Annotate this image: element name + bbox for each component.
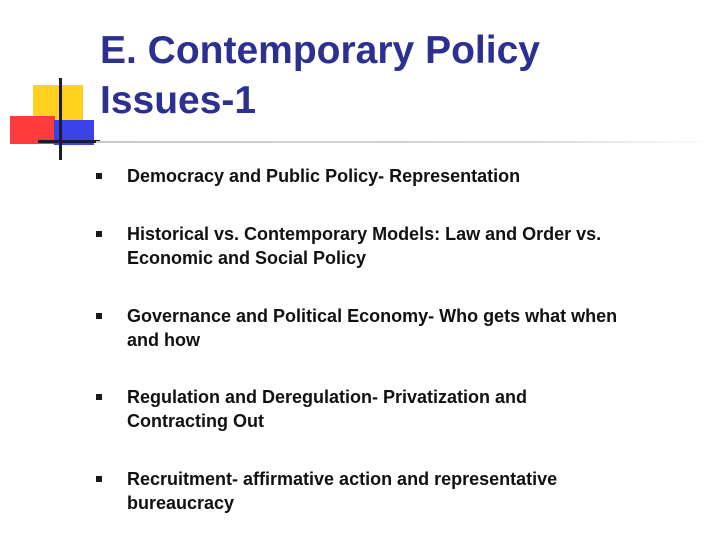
title-line-2: Issues-1 [100, 79, 257, 122]
bullet-text [127, 222, 707, 270]
bullet-line-2: and how [127, 330, 200, 350]
logo-vertical-line [59, 78, 62, 160]
slide-title [100, 26, 700, 126]
bullet-marker [96, 394, 102, 400]
bullet-text [127, 385, 707, 433]
bullet-line-2: bureaucracy [127, 493, 235, 513]
bullet-marker [96, 231, 102, 237]
title-line-1: E. Contemporary Policy [100, 29, 540, 72]
bullet-line-1: Governance and Political Economy- Who gets what when [127, 306, 618, 326]
bullet-line-1: Historical vs. Contemporary Models: Law and Order vs. [127, 224, 602, 244]
bullet-marker [96, 313, 102, 319]
bullet-text [127, 164, 707, 188]
bullet-text [127, 467, 707, 515]
bullet-line-1: Democracy and Public Policy- Representation [127, 166, 521, 186]
logo-horizontal-line [38, 140, 100, 143]
bullet-marker [96, 476, 102, 482]
bullet-line-1: Recruitment- affirmative action and representative [127, 469, 558, 489]
bullet-line-1: Regulation and Deregulation- Privatization and [127, 387, 528, 407]
bullet-line-2: Contracting Out [127, 411, 264, 431]
title-divider [96, 141, 716, 143]
bullet-marker [96, 173, 102, 179]
bullet-text [127, 304, 707, 352]
bullet-line-2: Economic and Social Policy [127, 248, 367, 268]
